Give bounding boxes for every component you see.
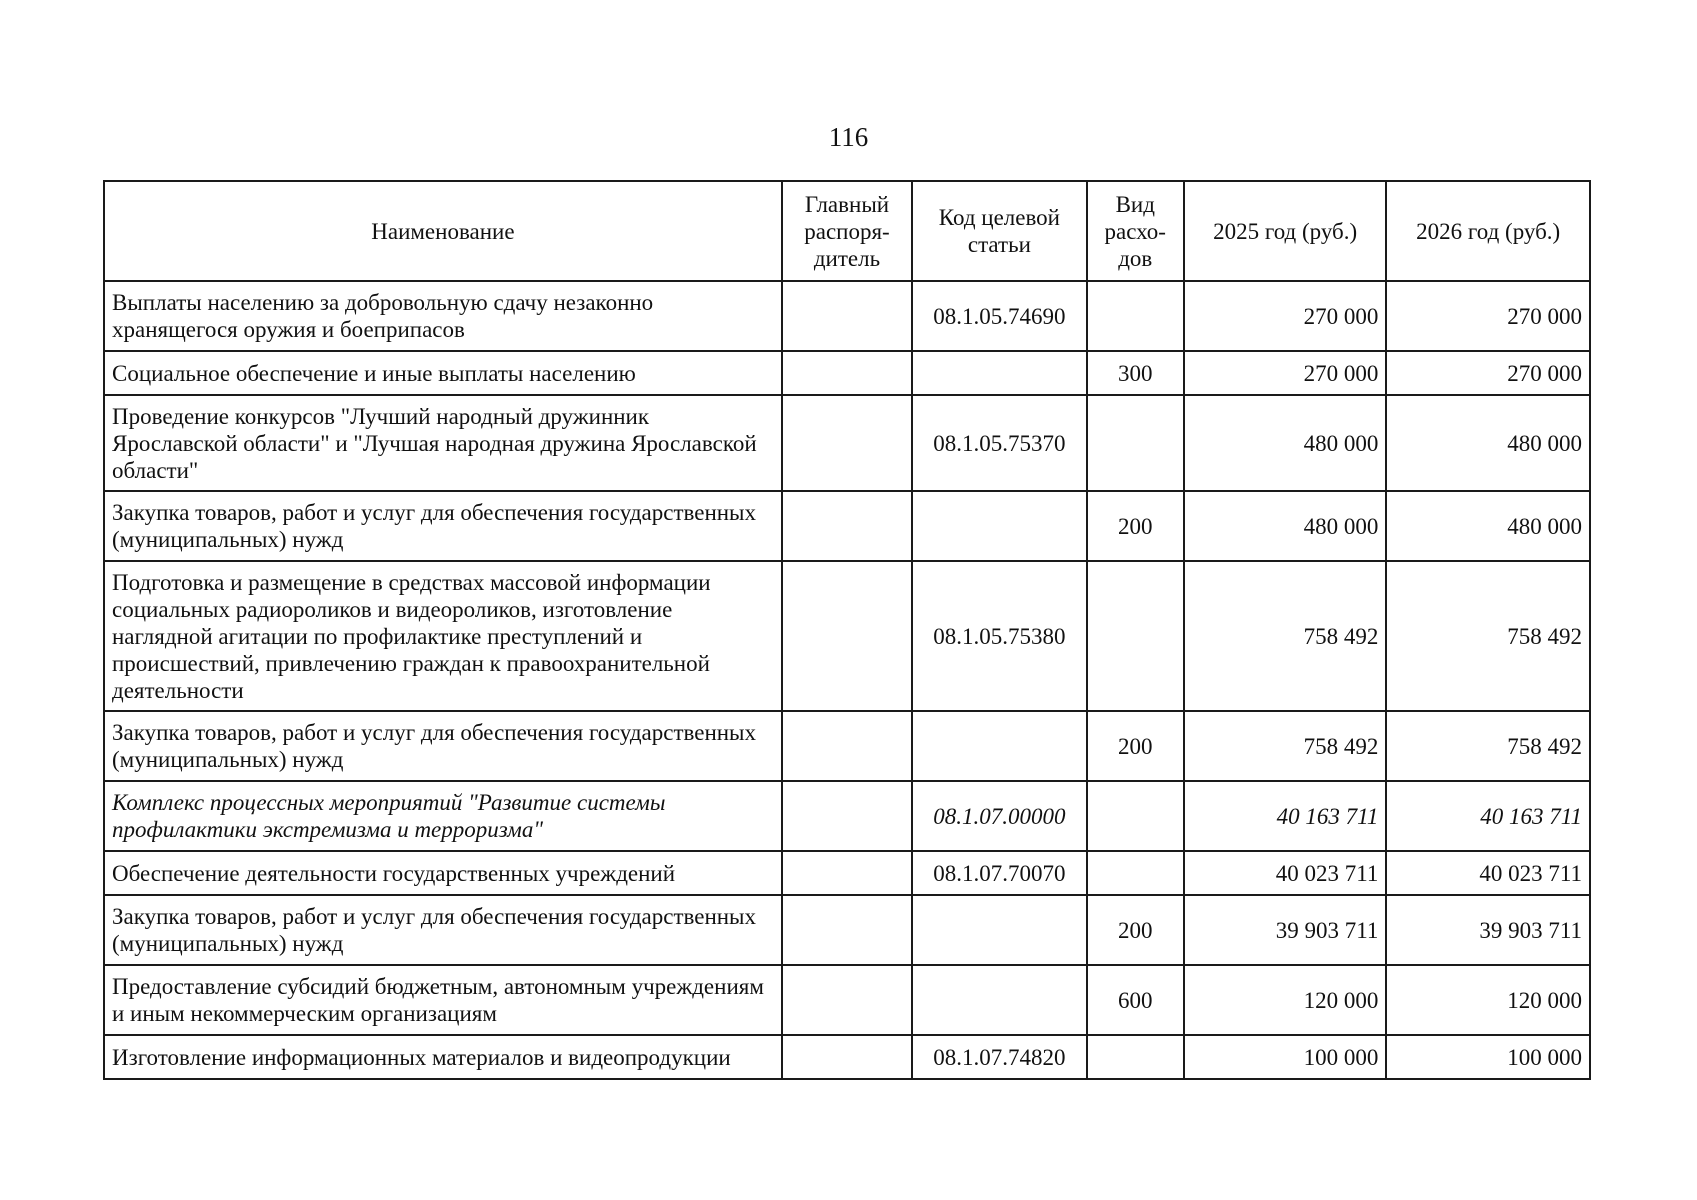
cell-year-2025: 40 163 711 — [1184, 781, 1387, 851]
cell-target-code — [912, 965, 1086, 1035]
table-row — [104, 395, 1590, 491]
cell-year-2026: 40 023 711 — [1386, 851, 1590, 895]
cell-expense-type — [1087, 561, 1184, 711]
header-year-2025: 2025 год (руб.) — [1184, 181, 1387, 281]
cell-year-2026: 758 492 — [1386, 561, 1590, 711]
cell-year-2026: 758 492 — [1386, 711, 1590, 781]
table-row — [104, 711, 1590, 781]
cell-expense-type: 200 — [1087, 491, 1184, 561]
cell-year-2025: 480 000 — [1184, 395, 1387, 491]
cell-main-manager — [782, 711, 912, 781]
cell-main-manager — [782, 965, 912, 1035]
cell-name: Выплаты населению за добровольную сдачу незаконно хранящегося оружия и боеприпасов — [104, 281, 782, 351]
cell-name: Социальное обеспечение и иные выплаты населению — [104, 351, 782, 395]
cell-main-manager — [782, 491, 912, 561]
cell-year-2026: 270 000 — [1386, 281, 1590, 351]
cell-year-2026: 480 000 — [1386, 395, 1590, 491]
table-row — [104, 895, 1590, 965]
budget-table — [103, 180, 1591, 1080]
cell-expense-type: 200 — [1087, 711, 1184, 781]
cell-year-2026: 120 000 — [1386, 965, 1590, 1035]
cell-name: Изготовление информационных материалов и видеопродукции — [104, 1035, 782, 1079]
cell-name: Закупка товаров, работ и услуг для обеспечения государственных (муниципальных) нужд — [104, 491, 782, 561]
cell-year-2025: 40 023 711 — [1184, 851, 1387, 895]
header-target-code: Код целевой статьи — [912, 181, 1086, 281]
cell-name: Закупка товаров, работ и услуг для обеспечения государственных (муниципальных) нужд — [104, 711, 782, 781]
table-row — [104, 965, 1590, 1035]
cell-target-code — [912, 711, 1086, 781]
table-row — [104, 781, 1590, 851]
cell-target-code — [912, 491, 1086, 561]
table-row — [104, 1035, 1590, 1079]
cell-main-manager — [782, 1035, 912, 1079]
table-row — [104, 851, 1590, 895]
cell-expense-type: 300 — [1087, 351, 1184, 395]
cell-year-2025: 480 000 — [1184, 491, 1387, 561]
cell-year-2026: 39 903 711 — [1386, 895, 1590, 965]
cell-target-code — [912, 351, 1086, 395]
cell-main-manager — [782, 781, 912, 851]
header-name: Наименование — [104, 181, 782, 281]
cell-target-code: 08.1.07.74820 — [912, 1035, 1086, 1079]
table-row — [104, 561, 1590, 711]
cell-year-2025: 270 000 — [1184, 351, 1387, 395]
cell-target-code: 08.1.07.70070 — [912, 851, 1086, 895]
header-expense-type: Вид расхо-дов — [1087, 181, 1184, 281]
cell-year-2025: 758 492 — [1184, 711, 1387, 781]
cell-year-2025: 270 000 — [1184, 281, 1387, 351]
cell-main-manager — [782, 895, 912, 965]
cell-year-2026: 480 000 — [1386, 491, 1590, 561]
cell-name: Комплекс процессных мероприятий "Развитие системы профилактики экстремизма и терроризма" — [104, 781, 782, 851]
page-number: 116 — [828, 122, 869, 152]
cell-target-code: 08.1.05.75370 — [912, 395, 1086, 491]
cell-year-2026: 40 163 711 — [1386, 781, 1590, 851]
cell-target-code — [912, 895, 1086, 965]
cell-year-2026: 270 000 — [1386, 351, 1590, 395]
cell-expense-type — [1087, 1035, 1184, 1079]
cell-name: Проведение конкурсов "Лучший народный дружинник Ярославской области" и "Лучшая народная дружина Ярославской области" — [104, 395, 782, 491]
cell-main-manager — [782, 561, 912, 711]
cell-main-manager — [782, 351, 912, 395]
cell-year-2025: 100 000 — [1184, 1035, 1387, 1079]
cell-main-manager — [782, 281, 912, 351]
cell-expense-type — [1087, 395, 1184, 491]
cell-year-2025: 120 000 — [1184, 965, 1387, 1035]
table-row — [104, 351, 1590, 395]
table-row — [104, 281, 1590, 351]
table-row — [104, 491, 1590, 561]
header-year-2026: 2026 год (руб.) — [1386, 181, 1590, 281]
cell-expense-type: 200 — [1087, 895, 1184, 965]
cell-expense-type — [1087, 781, 1184, 851]
cell-name: Подготовка и размещение в средствах массовой информации социальных радиороликов и видеороликов, изготовление наглядной агитации по профилактике преступлений и происшествий, привлечению граждан к правоохранительной деятельности — [104, 561, 782, 711]
cell-expense-type — [1087, 851, 1184, 895]
cell-name: Закупка товаров, работ и услуг для обеспечения государственных (муниципальных) нужд — [104, 895, 782, 965]
cell-target-code: 08.1.05.75380 — [912, 561, 1086, 711]
cell-expense-type — [1087, 281, 1184, 351]
cell-year-2026: 100 000 — [1386, 1035, 1590, 1079]
table-header-row — [104, 181, 1590, 281]
cell-name: Предоставление субсидий бюджетным, автономным учреждениям и иным некоммерческим организациям — [104, 965, 782, 1035]
cell-main-manager — [782, 851, 912, 895]
cell-expense-type: 600 — [1087, 965, 1184, 1035]
cell-name: Обеспечение деятельности государственных учреждений — [104, 851, 782, 895]
cell-year-2025: 758 492 — [1184, 561, 1387, 711]
cell-target-code: 08.1.07.00000 — [912, 781, 1086, 851]
table-body — [104, 281, 1590, 1079]
header-main-manager: Главный распоря-дитель — [782, 181, 912, 281]
cell-main-manager — [782, 395, 912, 491]
cell-year-2025: 39 903 711 — [1184, 895, 1387, 965]
cell-target-code: 08.1.05.74690 — [912, 281, 1086, 351]
